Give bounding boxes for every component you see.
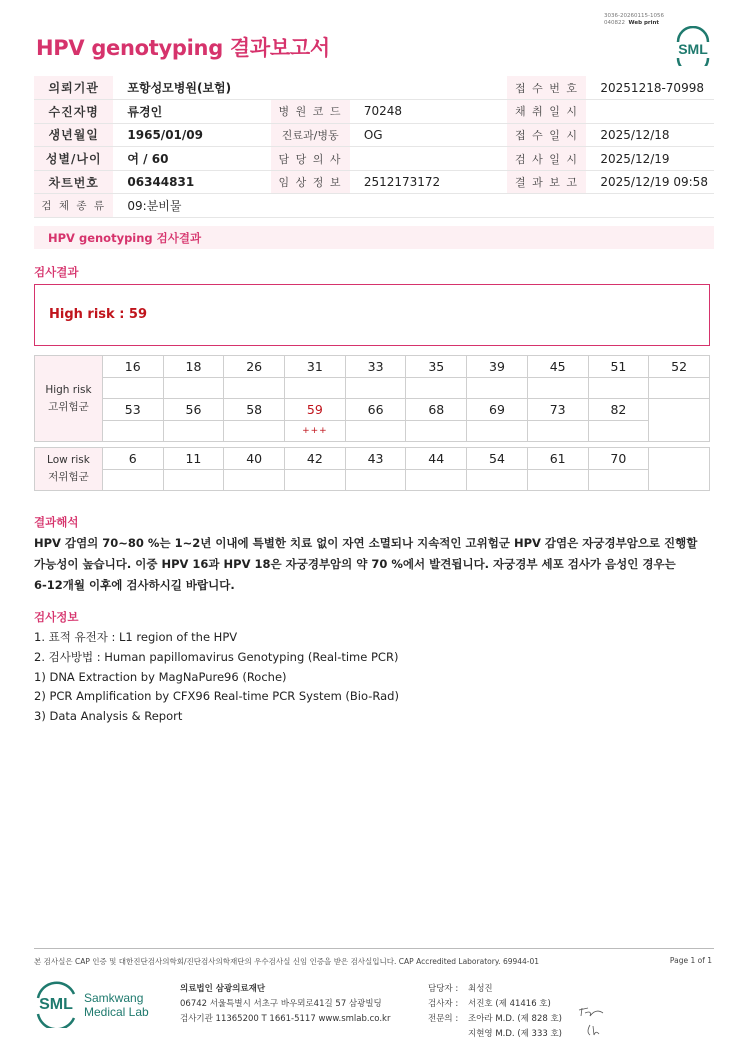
test-info-line: 2. 검사방법 : Human papillomavirus Genotyping (Real-time PCR) xyxy=(34,649,399,664)
test-info-line: 1) DNA Extraction by MagNaPure96 (Roche) xyxy=(34,669,287,684)
staff-role: 검사자 : xyxy=(428,999,459,1009)
hpv-type-cell: 42 xyxy=(285,448,346,470)
doctor-value xyxy=(350,147,507,171)
sex-age-value: 여 / 60 xyxy=(113,147,270,171)
interpretation-line: 6-12개월 이후에 검사하시길 바랍니다. xyxy=(34,578,235,592)
patient-name-value: 류경인 xyxy=(113,100,270,124)
low-risk-label xyxy=(35,448,103,491)
result-mark-cell xyxy=(588,420,649,442)
hpv-type-cell: 44 xyxy=(406,448,467,470)
info-row xyxy=(34,100,714,124)
result-mark-cell xyxy=(224,377,285,399)
result-mark-cell xyxy=(345,377,406,399)
high-risk-label xyxy=(35,356,103,442)
sml-logo-text-bottom: SML xyxy=(39,996,73,1013)
staff-role: 전문의 : xyxy=(428,1014,459,1024)
hpv-type-cell: 35 xyxy=(406,356,467,378)
result-mark-cell xyxy=(345,420,406,442)
low-risk-label-ko: 저위험군 xyxy=(48,471,89,483)
test-info-line: 2) PCR Amplification by CFX96 Real-time PCR System (Bio-Rad) xyxy=(34,689,399,704)
info-row xyxy=(34,123,714,147)
empty-cell xyxy=(649,399,710,442)
report-title: HPV genotyping 결과보고서 xyxy=(36,36,330,60)
report-date-label: 결 과 보 고 xyxy=(507,170,586,194)
test-date-label: 검 사 일 시 xyxy=(507,147,586,171)
high-risk-table xyxy=(34,355,710,442)
hpv-type-cell: 45 xyxy=(527,356,588,378)
result-mark-cell xyxy=(406,469,467,491)
result-mark-cell xyxy=(224,469,285,491)
result-heading: 검사결과 xyxy=(34,265,79,279)
result-mark-cell xyxy=(406,377,467,399)
staff-name: 최성진 xyxy=(468,984,493,994)
hpv-type-cell: 18 xyxy=(163,356,224,378)
print-code-b: Web print xyxy=(628,20,660,26)
info-row xyxy=(34,194,714,218)
footer-organization xyxy=(180,982,390,1027)
info-row xyxy=(34,76,714,100)
hpv-type-cell: 58 xyxy=(224,399,285,421)
clinical-info-label: 임 상 정 보 xyxy=(271,170,350,194)
interpretation-line: 가능성이 높습니다. 이중 HPV 16과 HPV 18은 자궁경부암의 약 70 %에서 발견됩니다. 자궁경부 세포 검사가 음성인 경우는 xyxy=(34,557,676,571)
interpretation-text xyxy=(34,533,704,596)
staff-role xyxy=(428,1027,468,1042)
patient-name-label: 수진자명 xyxy=(34,100,113,124)
result-mark-cell xyxy=(163,377,224,399)
receipt-no-value: 20251218-70998 xyxy=(586,76,714,100)
result-mark-cell xyxy=(527,420,588,442)
specimen-label: 검 체 종 류 xyxy=(34,194,113,218)
staff-name: 서진호 (제 41416 호) xyxy=(468,999,551,1009)
print-code-a: 040822 xyxy=(604,20,625,26)
hpv-type-cell: 43 xyxy=(345,448,406,470)
staff-name: 지현영 M.D. (제 333 호) xyxy=(468,1029,563,1039)
result-mark-cell xyxy=(163,469,224,491)
collection-date-label: 채 취 일 시 xyxy=(507,100,586,124)
logo-name-line1: Samkwang xyxy=(84,991,144,1005)
receipt-no-label: 접 수 번 호 xyxy=(507,76,586,100)
table-row xyxy=(35,356,710,378)
org-contact: 검사기관 11365200 T 1661-5117 www.smlab.co.kr xyxy=(180,1014,391,1024)
result-mark-cell xyxy=(163,420,224,442)
signature-2-icon xyxy=(584,1022,602,1038)
hpv-type-cell: 54 xyxy=(467,448,528,470)
doctor-label: 담 당 의 사 xyxy=(271,147,350,171)
sex-age-label: 성별/나이 xyxy=(34,147,113,171)
birth-value: 1965/01/09 xyxy=(113,123,270,147)
result-mark-cell xyxy=(224,420,285,442)
low-risk-table xyxy=(34,447,710,491)
interpretation-heading: 결과해석 xyxy=(34,515,79,529)
sml-logo-text: SML xyxy=(678,41,708,57)
print-code-line2 xyxy=(604,20,664,27)
hpv-type-cell: 26 xyxy=(224,356,285,378)
table-row xyxy=(35,399,710,421)
result-mark-cell xyxy=(406,420,467,442)
hpv-type-cell: 40 xyxy=(224,448,285,470)
hpv-type-cell: 51 xyxy=(588,356,649,378)
high-risk-label-ko: 고위험군 xyxy=(48,400,89,413)
hpv-type-cell: 52 xyxy=(649,356,710,378)
certification-note: 본 검사실은 CAP 인증 및 대한진단검사의학회/진단검사의학재단의 우수검사실 신임 인증을 받은 검사실입니다. CAP Accredited Laboratory. 69944-01 xyxy=(34,957,540,966)
section-title: HPV genotyping 검사결과 xyxy=(34,226,714,249)
hospital-code-value: 70248 xyxy=(350,100,507,124)
table-row xyxy=(35,377,710,399)
print-code xyxy=(604,13,664,27)
hpv-type-cell: 66 xyxy=(345,399,406,421)
empty-cell xyxy=(649,448,710,491)
hpv-type-cell: 70 xyxy=(588,448,649,470)
hpv-type-cell: 11 xyxy=(163,448,224,470)
sml-logo-icon xyxy=(672,26,714,66)
hpv-type-cell: 68 xyxy=(406,399,467,421)
result-mark-cell xyxy=(467,420,528,442)
hpv-type-cell: 56 xyxy=(163,399,224,421)
table-row xyxy=(35,469,710,491)
result-summary: High risk : 59 xyxy=(49,307,148,322)
low-risk-label-en: Low risk xyxy=(47,454,90,466)
result-mark-cell xyxy=(102,469,163,491)
requesting-org-value: 포항성모병원(보험) xyxy=(113,76,507,100)
result-mark-cell xyxy=(527,469,588,491)
result-mark-cell xyxy=(285,377,346,399)
table-row xyxy=(35,448,710,470)
result-mark-cell xyxy=(102,420,163,442)
result-mark-cell xyxy=(345,469,406,491)
report-date-value: 2025/12/19 09:58 xyxy=(586,170,714,194)
specimen-value: 09:분비물 xyxy=(113,194,714,218)
high-risk-label-en: High risk xyxy=(45,383,92,396)
hpv-type-cell: 82 xyxy=(588,399,649,421)
result-mark-cell xyxy=(588,377,649,399)
org-name: 의료법인 삼광의료재단 xyxy=(180,984,266,994)
dept-value: OG xyxy=(350,123,507,147)
dept-label: 진료과/병동 xyxy=(271,123,350,147)
birth-label: 생년월일 xyxy=(34,123,113,147)
receipt-date-label: 접 수 일 시 xyxy=(507,123,586,147)
staff-row xyxy=(428,982,562,997)
staff-row xyxy=(428,1012,562,1027)
test-info-heading: 검사정보 xyxy=(34,610,79,624)
test-info-list xyxy=(34,628,399,727)
hpv-type-cell: 31 xyxy=(285,356,346,378)
info-row xyxy=(34,147,714,171)
result-mark-cell xyxy=(467,469,528,491)
clinical-info-value: 2512173172 xyxy=(350,170,507,194)
result-mark-cell-positive: +++ xyxy=(285,420,346,442)
org-address: 06742 서울특별시 서초구 바우뫼로41길 57 삼광빌딩 xyxy=(180,999,382,1009)
result-mark-cell xyxy=(588,469,649,491)
hpv-type-cell: 73 xyxy=(527,399,588,421)
hpv-type-cell: 33 xyxy=(345,356,406,378)
hpv-type-cell: 53 xyxy=(102,399,163,421)
patient-info-table xyxy=(34,76,714,218)
staff-row xyxy=(428,1027,562,1042)
info-row xyxy=(34,170,714,194)
staff-role: 담당자 : xyxy=(428,984,459,994)
logo-name-line2: Medical Lab xyxy=(84,1005,149,1019)
signature-1-icon xyxy=(576,1004,606,1020)
test-date-value: 2025/12/19 xyxy=(586,147,714,171)
result-mark-cell xyxy=(527,377,588,399)
table-row xyxy=(35,420,710,442)
footer-divider xyxy=(34,948,714,949)
result-summary-box xyxy=(34,284,710,346)
hpv-type-cell: 39 xyxy=(467,356,528,378)
print-code-line1: 3036-20260115-1056 xyxy=(604,13,664,19)
result-mark-cell xyxy=(649,377,710,399)
result-mark-cell xyxy=(467,377,528,399)
footer-staff xyxy=(428,982,562,1042)
test-info-line: 1. 표적 유전자 : L1 region of the HPV xyxy=(34,630,238,644)
result-mark-cell xyxy=(285,469,346,491)
receipt-date-value: 2025/12/18 xyxy=(586,123,714,147)
hpv-type-cell: 61 xyxy=(527,448,588,470)
chart-no-label: 차트번호 xyxy=(34,170,113,194)
chart-no-value: 06344831 xyxy=(113,170,270,194)
hpv-type-cell-positive: 59 xyxy=(285,399,346,421)
hpv-type-cell: 6 xyxy=(102,448,163,470)
interpretation-line: HPV 감염의 70~80 %는 1~2년 이내에 특별한 치료 없이 자연 소멸되나 지속적인 고위험군 HPV 감염은 자궁경부암으로 진행할 xyxy=(34,536,698,550)
hpv-type-cell: 16 xyxy=(102,356,163,378)
hospital-code-label: 병 원 코 드 xyxy=(271,100,350,124)
staff-name: 조아라 M.D. (제 828 호) xyxy=(468,1014,563,1024)
collection-date-value xyxy=(586,100,714,124)
result-mark-cell xyxy=(102,377,163,399)
samkwang-logo-icon xyxy=(34,978,164,1028)
page-number: Page 1 of 1 xyxy=(669,956,712,965)
test-info-line: 3) Data Analysis & Report xyxy=(34,709,183,724)
staff-row xyxy=(428,997,562,1012)
hpv-type-cell: 69 xyxy=(467,399,528,421)
requesting-org-label: 의뢰기관 xyxy=(34,76,113,100)
